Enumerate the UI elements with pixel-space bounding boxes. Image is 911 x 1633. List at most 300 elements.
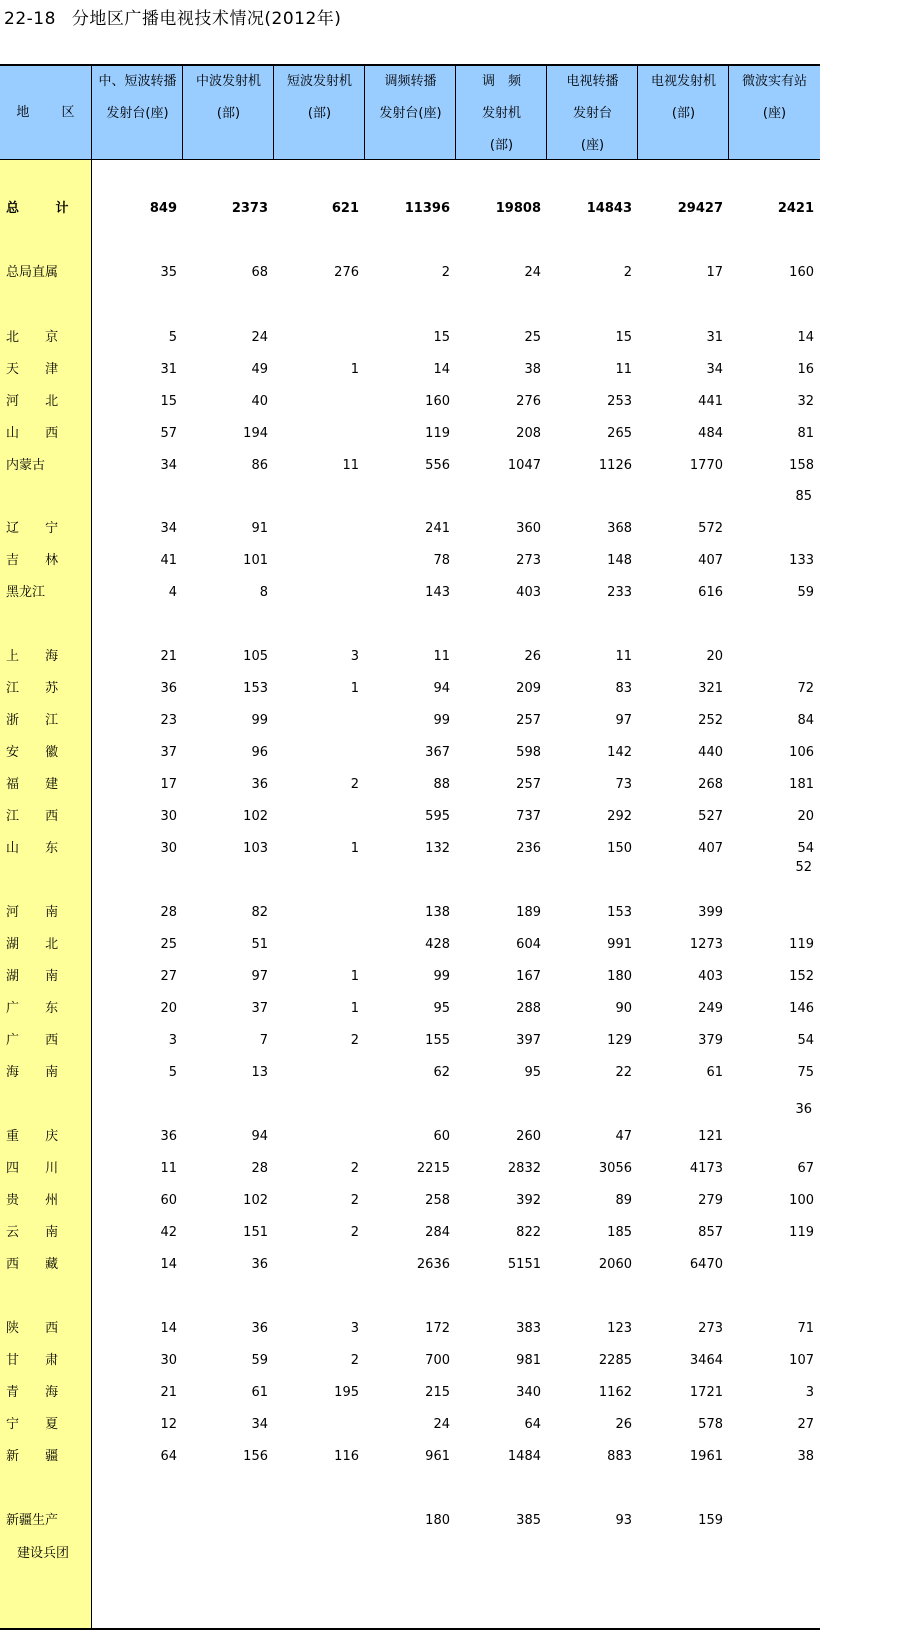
region-name: 黑龙江 — [6, 585, 46, 600]
cell-value: 59 — [797, 585, 814, 600]
cell-value: 4 — [168, 585, 177, 600]
region-name: 内蒙古 — [6, 458, 46, 473]
cell-value: 595 — [425, 809, 450, 824]
cell-value: 15 — [160, 394, 177, 409]
cell-value: 28 — [251, 1161, 268, 1176]
cell-value: 89 — [615, 1193, 632, 1208]
cell-value: 241 — [425, 521, 450, 536]
cell-value: 17 — [706, 265, 723, 280]
cell-value: 340 — [516, 1385, 541, 1400]
cell-value: 105 — [243, 649, 268, 664]
cell-value: 119 — [789, 1225, 814, 1240]
header-col-label: (部) — [671, 106, 696, 121]
cell-value: 288 — [516, 1001, 541, 1016]
cell-value: 73 — [615, 777, 632, 792]
cell-value: 159 — [698, 1513, 723, 1528]
table-row — [0, 1319, 820, 1339]
region-name: 青 海 — [6, 1385, 70, 1400]
cell-value: 604 — [516, 937, 541, 952]
cell-value: 19808 — [495, 201, 541, 216]
cell-value: 368 — [607, 521, 632, 536]
cell-value: 82 — [251, 905, 268, 920]
cell-value: 167 — [516, 969, 541, 984]
total-row — [0, 199, 820, 219]
region-name: 广 西 — [6, 1033, 70, 1048]
header-col-label: (部) — [489, 138, 514, 153]
cell-value: 258 — [425, 1193, 450, 1208]
cell-value: 292 — [607, 809, 632, 824]
cell-value: 379 — [698, 1033, 723, 1048]
cell-value: 23 — [160, 713, 177, 728]
cell-value: 189 — [516, 905, 541, 920]
cell-value: 129 — [607, 1033, 632, 1048]
cell-value: 961 — [425, 1449, 450, 1464]
cell-value: 75 — [797, 1065, 814, 1080]
cell-value: 257 — [516, 713, 541, 728]
cell-value: 185 — [607, 1225, 632, 1240]
region-name: 江 苏 — [6, 681, 70, 696]
cell-value: 51 — [251, 937, 268, 952]
table-row — [0, 711, 820, 731]
cell-value: 138 — [425, 905, 450, 920]
header-col-3 — [274, 66, 365, 159]
cell-value: 21 — [160, 649, 177, 664]
cell-value: 14843 — [586, 201, 632, 216]
region-name: 湖 北 — [6, 937, 70, 952]
cell-value: 11396 — [404, 201, 450, 216]
cell-value: 97 — [251, 969, 268, 984]
table-row — [0, 583, 820, 603]
cell-value: 3 — [805, 1385, 814, 1400]
region-column-background — [0, 160, 91, 1628]
cell-value: 12 — [160, 1417, 177, 1432]
cell-value: 26 — [615, 1417, 632, 1432]
cell-value: 279 — [698, 1193, 723, 1208]
cell-value: 61 — [251, 1385, 268, 1400]
header-col-1 — [92, 66, 183, 159]
cell-value: 208 — [516, 426, 541, 441]
cell-value: 621 — [331, 201, 359, 216]
cell-value: 13 — [251, 1065, 268, 1080]
cell-value: 25 — [524, 330, 541, 345]
cell-value: 700 — [425, 1353, 450, 1368]
cell-value: 1770 — [689, 458, 723, 473]
cell-value: 47 — [615, 1129, 632, 1144]
header-col-label: (部) — [307, 106, 332, 121]
cell-value: 849 — [149, 201, 177, 216]
cell-value: 572 — [698, 521, 723, 536]
table-row — [0, 1127, 820, 1147]
cell-value: 30 — [160, 1353, 177, 1368]
last-row-subname: 建设兵团 — [17, 1546, 70, 1561]
cell-value: 143 — [425, 585, 450, 600]
cell-value: 67 — [797, 1161, 814, 1176]
cell-value: 123 — [607, 1321, 632, 1336]
header-col-label: (座) — [580, 138, 605, 153]
region-name: 重 庆 — [6, 1129, 70, 1144]
cell-value: 3 — [350, 1321, 359, 1336]
cell-value: 27 — [160, 969, 177, 984]
cell-value: 252 — [698, 713, 723, 728]
table-row — [0, 1511, 820, 1531]
cell-value: 54 — [797, 1033, 814, 1048]
cell-value: 180 — [607, 969, 632, 984]
header-col-label: 发射机 — [481, 106, 521, 121]
cell-value: 360 — [516, 521, 541, 536]
cell-value: 36 — [251, 1257, 268, 1272]
cell-value: 6470 — [689, 1257, 723, 1272]
cell-value: 31 — [160, 362, 177, 377]
cell-value: 1 — [350, 362, 359, 377]
table-row — [0, 519, 820, 539]
cell-value: 16 — [797, 362, 814, 377]
cell-value: 24 — [524, 265, 541, 280]
cell-value: 14 — [433, 362, 450, 377]
extra-value: 52 — [795, 860, 812, 875]
cell-value: 14 — [797, 330, 814, 345]
cell-value: 41 — [160, 553, 177, 568]
cell-value: 20 — [706, 649, 723, 664]
cell-value: 38 — [524, 362, 541, 377]
cell-value: 1047 — [507, 458, 541, 473]
table-row — [0, 647, 820, 667]
cell-value: 153 — [243, 681, 268, 696]
region-name: 海 南 — [6, 1065, 70, 1080]
table-row — [0, 456, 820, 476]
cell-value: 556 — [425, 458, 450, 473]
table-row — [0, 1031, 820, 1051]
table-row — [0, 903, 820, 923]
cell-value: 2060 — [598, 1257, 632, 1272]
region-name: 新 疆 — [6, 1449, 70, 1464]
cell-value: 5 — [168, 1065, 177, 1080]
region-name: 浙 江 — [6, 713, 70, 728]
cell-value: 273 — [698, 1321, 723, 1336]
cell-value: 72 — [797, 681, 814, 696]
cell-value: 383 — [516, 1321, 541, 1336]
cell-value: 2 — [441, 265, 450, 280]
header-col-label: 中波发射机 — [195, 74, 261, 89]
cell-value: 440 — [698, 745, 723, 760]
cell-value: 106 — [789, 745, 814, 760]
region-name: 福 建 — [6, 777, 70, 792]
region-name: 广 东 — [6, 1001, 70, 1016]
cell-value: 981 — [516, 1353, 541, 1368]
cell-value: 148 — [607, 553, 632, 568]
cell-value: 59 — [251, 1353, 268, 1368]
cell-value: 403 — [698, 969, 723, 984]
cell-value: 3056 — [598, 1161, 632, 1176]
header-col-label: 发射台 — [572, 106, 612, 121]
cell-value: 4173 — [689, 1161, 723, 1176]
cell-value: 857 — [698, 1225, 723, 1240]
table-row — [0, 1447, 820, 1467]
cell-value: 94 — [433, 681, 450, 696]
cell-value: 40 — [251, 394, 268, 409]
table-row — [0, 1383, 820, 1403]
cell-value: 8 — [259, 585, 268, 600]
table-row — [0, 679, 820, 699]
cell-value: 60 — [433, 1129, 450, 1144]
table-row — [0, 424, 820, 444]
cell-value: 26 — [524, 649, 541, 664]
header-col-label: 发射台(座) — [379, 106, 442, 121]
region-name: 总局直属 — [6, 265, 59, 280]
table-row — [0, 1351, 820, 1371]
cell-value: 68 — [251, 265, 268, 280]
cell-value: 49 — [251, 362, 268, 377]
cell-value: 233 — [607, 585, 632, 600]
cell-value: 195 — [334, 1385, 359, 1400]
cell-value: 7 — [259, 1033, 268, 1048]
cell-value: 1 — [350, 841, 359, 856]
extra-value: 85 — [795, 489, 812, 504]
cell-value: 441 — [698, 394, 723, 409]
table-row — [0, 775, 820, 795]
bottom-rule — [0, 1628, 820, 1630]
cell-value: 116 — [334, 1449, 359, 1464]
cell-value: 42 — [160, 1225, 177, 1240]
table-row — [0, 1159, 820, 1179]
cell-value: 36 — [160, 681, 177, 696]
header-col-label: 电视发射机 — [650, 74, 716, 89]
header-col-label: (部) — [216, 106, 241, 121]
cell-value: 883 — [607, 1449, 632, 1464]
region-name: 江 西 — [6, 809, 70, 824]
header-region — [0, 66, 91, 159]
cell-value: 2 — [350, 1353, 359, 1368]
cell-value: 27 — [797, 1417, 814, 1432]
cell-value: 249 — [698, 1001, 723, 1016]
table-row — [0, 551, 820, 571]
cell-value: 616 — [698, 585, 723, 600]
header-col-label: 中、短波转播 — [98, 74, 177, 89]
header-col-6 — [547, 66, 638, 159]
cell-value: 20 — [797, 809, 814, 824]
cell-value: 2 — [350, 1193, 359, 1208]
cell-value: 1 — [350, 681, 359, 696]
cell-value: 35 — [160, 265, 177, 280]
cell-value: 78 — [433, 553, 450, 568]
cell-value: 34 — [160, 521, 177, 536]
cell-value: 133 — [789, 553, 814, 568]
cell-value: 38 — [797, 1449, 814, 1464]
cell-value: 57 — [160, 426, 177, 441]
cell-value: 194 — [243, 426, 268, 441]
cell-value: 99 — [433, 969, 450, 984]
table-row — [0, 1191, 820, 1211]
cell-value: 172 — [425, 1321, 450, 1336]
cell-value: 64 — [160, 1449, 177, 1464]
cell-value: 407 — [698, 553, 723, 568]
cell-value: 25 — [160, 937, 177, 952]
cell-value: 399 — [698, 905, 723, 920]
cell-value: 11 — [433, 649, 450, 664]
header-col-2 — [183, 66, 274, 159]
cell-value: 2373 — [231, 201, 268, 216]
table-row — [0, 839, 820, 859]
cell-value: 101 — [243, 553, 268, 568]
table-row — [0, 1255, 820, 1275]
cell-value: 64 — [524, 1417, 541, 1432]
cell-value: 3 — [168, 1033, 177, 1048]
table-row — [0, 263, 820, 283]
cell-value: 428 — [425, 937, 450, 952]
table-row — [0, 1223, 820, 1243]
cell-value: 180 — [425, 1513, 450, 1528]
region-name: 安 徽 — [6, 745, 70, 760]
cell-value: 91 — [251, 521, 268, 536]
cell-value: 84 — [797, 713, 814, 728]
cell-value: 119 — [425, 426, 450, 441]
region-name: 湖 南 — [6, 969, 70, 984]
cell-value: 36 — [251, 777, 268, 792]
cell-value: 737 — [516, 809, 541, 824]
cell-value: 14 — [160, 1257, 177, 1272]
cell-value: 11 — [615, 649, 632, 664]
cell-value: 1484 — [507, 1449, 541, 1464]
cell-value: 15 — [433, 330, 450, 345]
cell-value: 96 — [251, 745, 268, 760]
cell-value: 253 — [607, 394, 632, 409]
region-name: 贵 州 — [6, 1193, 70, 1208]
cell-value: 30 — [160, 809, 177, 824]
cell-value: 2215 — [416, 1161, 450, 1176]
region-name: 河 南 — [6, 905, 70, 920]
cell-value: 2636 — [416, 1257, 450, 1272]
cell-value: 29427 — [677, 201, 723, 216]
cell-value: 88 — [433, 777, 450, 792]
header-col-label: 微波实有站 — [741, 74, 807, 89]
region-name: 天 津 — [6, 362, 70, 377]
cell-value: 1162 — [598, 1385, 632, 1400]
cell-value: 209 — [516, 681, 541, 696]
region-name: 北 京 — [6, 330, 70, 345]
cell-value: 21 — [160, 1385, 177, 1400]
cell-value: 407 — [698, 841, 723, 856]
header-col-4 — [365, 66, 456, 159]
region-name: 陕 西 — [6, 1321, 70, 1336]
region-name: 吉 林 — [6, 553, 70, 568]
cell-value: 1721 — [689, 1385, 723, 1400]
cell-value: 5 — [168, 330, 177, 345]
region-name: 总 计 — [6, 201, 85, 216]
cell-value: 153 — [607, 905, 632, 920]
cell-value: 30 — [160, 841, 177, 856]
region-name: 河 北 — [6, 394, 70, 409]
cell-value: 97 — [615, 713, 632, 728]
cell-value: 94 — [251, 1129, 268, 1144]
region-name: 四 川 — [6, 1161, 70, 1176]
cell-value: 484 — [698, 426, 723, 441]
cell-value: 61 — [706, 1065, 723, 1080]
cell-value: 822 — [516, 1225, 541, 1240]
cell-value: 102 — [243, 809, 268, 824]
cell-value: 273 — [516, 553, 541, 568]
cell-value: 160 — [425, 394, 450, 409]
cell-value: 142 — [607, 745, 632, 760]
cell-value: 276 — [334, 265, 359, 280]
region-name: 山 西 — [6, 426, 70, 441]
cell-value: 151 — [243, 1225, 268, 1240]
table-row — [0, 328, 820, 348]
page-title — [4, 6, 341, 32]
cell-value: 397 — [516, 1033, 541, 1048]
header-col-label: (座) — [762, 106, 787, 121]
cell-value: 150 — [607, 841, 632, 856]
cell-value: 284 — [425, 1225, 450, 1240]
region-name: 上 海 — [6, 649, 70, 664]
cell-value: 260 — [516, 1129, 541, 1144]
cell-value: 121 — [698, 1129, 723, 1144]
cell-value: 71 — [797, 1321, 814, 1336]
cell-value: 2 — [350, 1225, 359, 1240]
cell-value: 1 — [350, 969, 359, 984]
cell-value: 28 — [160, 905, 177, 920]
cell-value: 146 — [789, 1001, 814, 1016]
cell-value: 2 — [350, 1161, 359, 1176]
table-row — [0, 1415, 820, 1435]
header-col-8 — [729, 66, 820, 159]
cell-value: 36 — [251, 1321, 268, 1336]
cell-value: 991 — [607, 937, 632, 952]
region-name: 甘 肃 — [6, 1353, 70, 1368]
cell-value: 155 — [425, 1033, 450, 1048]
cell-value: 24 — [251, 330, 268, 345]
header-col-7 — [638, 66, 729, 159]
header-region-label: 地 区 — [16, 105, 89, 120]
region-name: 山 东 — [6, 841, 70, 856]
table-title: 分地区广播电视技术情况(2012年) — [71, 9, 342, 29]
cell-value: 95 — [433, 1001, 450, 1016]
cell-value: 103 — [243, 841, 268, 856]
cell-value: 2 — [350, 777, 359, 792]
cell-value: 11 — [160, 1161, 177, 1176]
region-name: 新疆生产 — [6, 1513, 59, 1528]
cell-value: 37 — [160, 745, 177, 760]
header-bottom-rule — [0, 159, 820, 160]
cell-value: 598 — [516, 745, 541, 760]
header-col-label: 调频转播 — [384, 74, 437, 89]
cell-value: 527 — [698, 809, 723, 824]
table-row — [0, 935, 820, 955]
cell-value: 93 — [615, 1513, 632, 1528]
cell-value: 1126 — [598, 458, 632, 473]
cell-value: 32 — [797, 394, 814, 409]
cell-value: 17 — [160, 777, 177, 792]
cell-value: 2832 — [507, 1161, 541, 1176]
cell-value: 321 — [698, 681, 723, 696]
cell-value: 31 — [706, 330, 723, 345]
cell-value: 22 — [615, 1065, 632, 1080]
cell-value: 236 — [516, 841, 541, 856]
cell-value: 99 — [433, 713, 450, 728]
cell-value: 2421 — [777, 201, 814, 216]
region-name: 宁 夏 — [6, 1417, 70, 1432]
header-col-label: 发射台(座) — [106, 106, 169, 121]
cell-value: 83 — [615, 681, 632, 696]
cell-value: 34 — [251, 1417, 268, 1432]
cell-value: 3 — [350, 649, 359, 664]
cell-value: 215 — [425, 1385, 450, 1400]
region-name: 云 南 — [6, 1225, 70, 1240]
cell-value: 15 — [615, 330, 632, 345]
cell-value: 152 — [789, 969, 814, 984]
cell-value: 81 — [797, 426, 814, 441]
table-row — [0, 1063, 820, 1083]
cell-value: 100 — [789, 1193, 814, 1208]
cell-value: 403 — [516, 585, 541, 600]
